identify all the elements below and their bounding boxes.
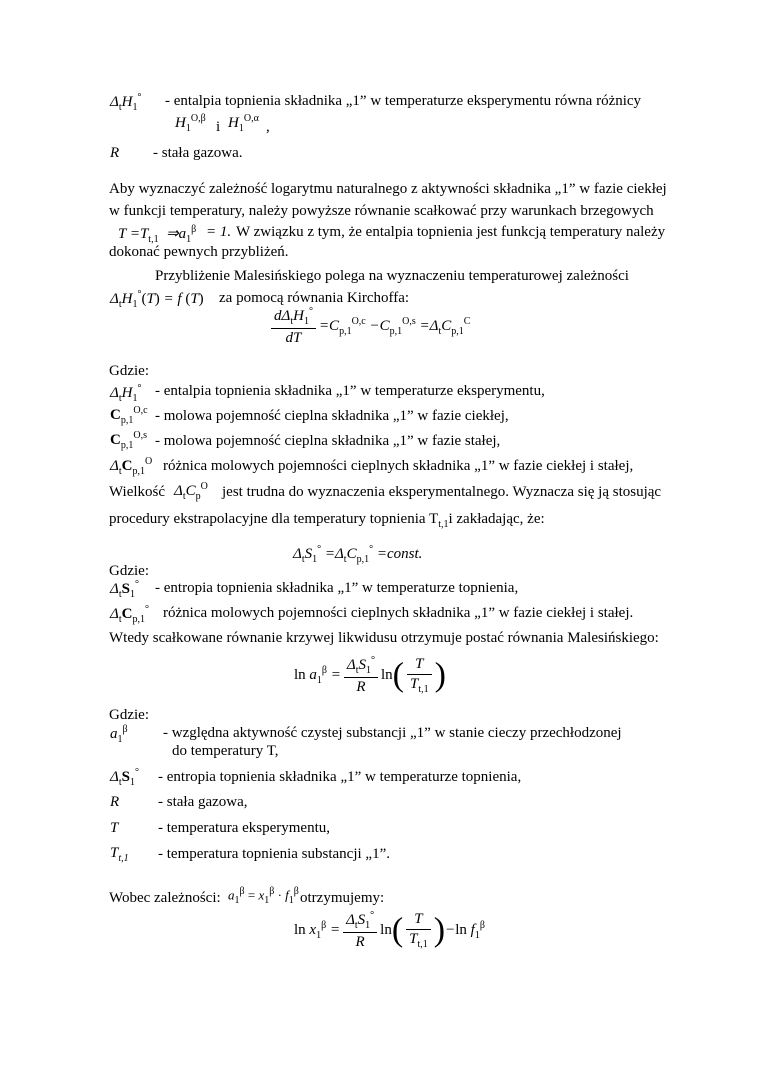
heat-capacity-liquid-symbol: $C_{p,1}^{O,c}$ <box>110 405 148 426</box>
entropy-constant-equation: $\Delta_tS_1^\circ =\Delta_tC_{p,1}^\circ$ =const. <box>293 544 423 565</box>
conjunction-i: i <box>216 119 221 135</box>
gas-constant-description: - stała gazowa. <box>153 145 243 161</box>
where-3-temperature-desc: - temperatura eksperymentu, <box>158 820 331 836</box>
paragraph-1-line-1: Aby wyznaczyć zależność logarytmu naturalnego z aktywności składnika „1” w fazie ciekłej <box>109 181 667 197</box>
paragraph-2-line-1: Przybliżenie Malesińskiego polega na wyznaczeniu temperaturowej zależności <box>155 268 629 284</box>
paragraph-3-word: Wielkość <box>109 484 166 500</box>
paragraph-2-line-2: za pomocą równania Kirchoffa: <box>219 290 410 306</box>
heat-capacity-difference-symbol-2: $\Delta_tC_{p,1}^\circ$ <box>110 604 149 625</box>
heat-capacity-solid-symbol: $C_{p,1}^{O,s}$ <box>110 430 147 451</box>
paragraph-4: Wtedy scałkowane równanie krzywej likwidusu otrzymuje postać równania Malesińskiego: <box>109 630 659 646</box>
where-3-entropy-desc: - entropia topnienia składnika „1” w temperaturze topnienia, <box>158 769 522 785</box>
heat-capacity-difference-symbol: $\Delta_tC_{p,1}^O$ <box>110 456 153 477</box>
where-label-3: Gdzie: <box>109 707 149 723</box>
where-3-melting-temperature-desc: - temperatura topnienia substancji „1”. <box>158 846 390 862</box>
const-text: const. <box>386 546 423 562</box>
paragraph-3-line-2-end: i zakładając, że: <box>448 511 545 527</box>
enthalpy-description: - entalpia topnienia składnika „1” w temperaturze eksperymentu równa różnicy <box>165 93 642 109</box>
enthalpy-symbol-2: $\Delta_tH_1^\circ$ <box>110 383 142 404</box>
heat-capacity-difference-inline: $\Delta_tC_p^O$ <box>174 481 208 502</box>
melting-temperature-subscript: t,1 <box>438 519 449 530</box>
gas-constant-symbol-2: R <box>110 794 120 810</box>
where-3-gas-constant-desc: - stała gazowa, <box>158 794 248 810</box>
activity-symbol: $a_1^\beta$ <box>110 724 128 745</box>
enthalpy-alpha-symbol: $H_1^{O,\alpha}$ <box>228 113 259 134</box>
where-1-item-3: - molowa pojemność cieplna składnika „1” w fazie stałej, <box>155 433 501 449</box>
paragraph-3-line-1: jest trudna do wyznaczenia eksperymentalnego. Wyznacza się ją stosując <box>222 484 662 500</box>
activity-relation-equation: $a_1^\beta = x_1^\beta \cdot f_1^\beta$ <box>228 886 299 906</box>
gas-constant-symbol: R <box>110 145 120 161</box>
paragraph-1-line-3: W związku z tym, że entalpia topnienia jest funkcją temperatury należy <box>236 224 666 240</box>
enthalpy-symbol: $\Delta_tH_1^\circ$ <box>110 92 142 113</box>
enthalpy-beta-symbol: $H_1^{O,\beta}$ <box>175 113 206 134</box>
where-1-item-2: - molowa pojemność cieplna składnika „1” w fazie ciekłej, <box>155 408 509 424</box>
final-equation: $\ln x_1^\beta$ = $\frac{\Delta_tS_1^\circ}{R}$ ln( $\frac{T}{T_{t,1}}$ )−ln $f_1^\beta$ <box>294 910 485 950</box>
paragraph-3-line-2-text: procedury ekstrapolacyjne dla temperatury topnienia T <box>109 511 439 527</box>
entropy-symbol: $\Delta_tS_1^\circ$ <box>110 579 139 600</box>
comma: , <box>266 119 270 135</box>
temperature-symbol: T <box>110 820 119 836</box>
where-1-item-4: różnica molowych pojemności cieplnych składnika „1” w fazie ciekłej i stałej, <box>163 458 634 474</box>
where-label-1: Gdzie: <box>109 363 149 379</box>
paragraph-5-tail: otrzymujemy: <box>300 890 385 906</box>
where-3-activity-desc-1: - względna aktywność czystej substancji „1” w stanie cieczy przechłodzonej <box>163 725 622 741</box>
where-3-activity-desc-2: do temperatury T, <box>172 743 279 759</box>
enthalpy-function-equation: $\Delta_tH_1^\circ(T) = f$ (T) <box>110 289 204 310</box>
where-label-2: Gdzie: <box>109 563 149 579</box>
melting-temperature-letter: T <box>110 845 119 861</box>
malesinski-equation: $\ln a_1^\beta$ = $\frac{\Delta_tS_1^\circ}{R}$ ln( $\frac{T}{T_{t,1}}$ ) <box>294 655 446 695</box>
entropy-symbol-2: $\Delta_tS_1^\circ$ <box>110 767 139 788</box>
paragraph-1-line-2: w funkcji temperatury, należy powyższe równanie scałkować przy warunkach brzegowych <box>109 203 654 219</box>
where-2-item-2: różnica molowych pojemności cieplnych składnika „1” w fazie ciekłej i stałej. <box>163 605 634 621</box>
where-2-item-1: - entropia topnienia składnika „1” w temperaturze topnienia, <box>155 580 519 596</box>
kirchoff-equation: $\frac{d\Delta_tH_1^\circ}{dT}$ $=C_{p,1}^{O,c} -C_{p,1}^{O,s} =\Delta_tC_{p,1}^C$ <box>268 306 470 347</box>
melting-temperature-symbol <box>110 845 129 864</box>
boundary-condition-equation: $T =T_{t,1}$ $\Rightarrow a_1^\beta$ <box>118 224 197 245</box>
paragraph-3-line-2 <box>109 511 545 530</box>
boundary-condition-value: = 1. <box>206 224 232 240</box>
where-1-item-1: - entalpia topnienia składnika „1” w temperaturze eksperymentu, <box>155 383 545 399</box>
paragraph-5-lead: Wobec zależności: <box>109 890 221 906</box>
melting-temperature-sub: t,1 <box>118 853 129 864</box>
paragraph-1-line-4: dokonać pewnych przybliżeń. <box>109 244 289 260</box>
